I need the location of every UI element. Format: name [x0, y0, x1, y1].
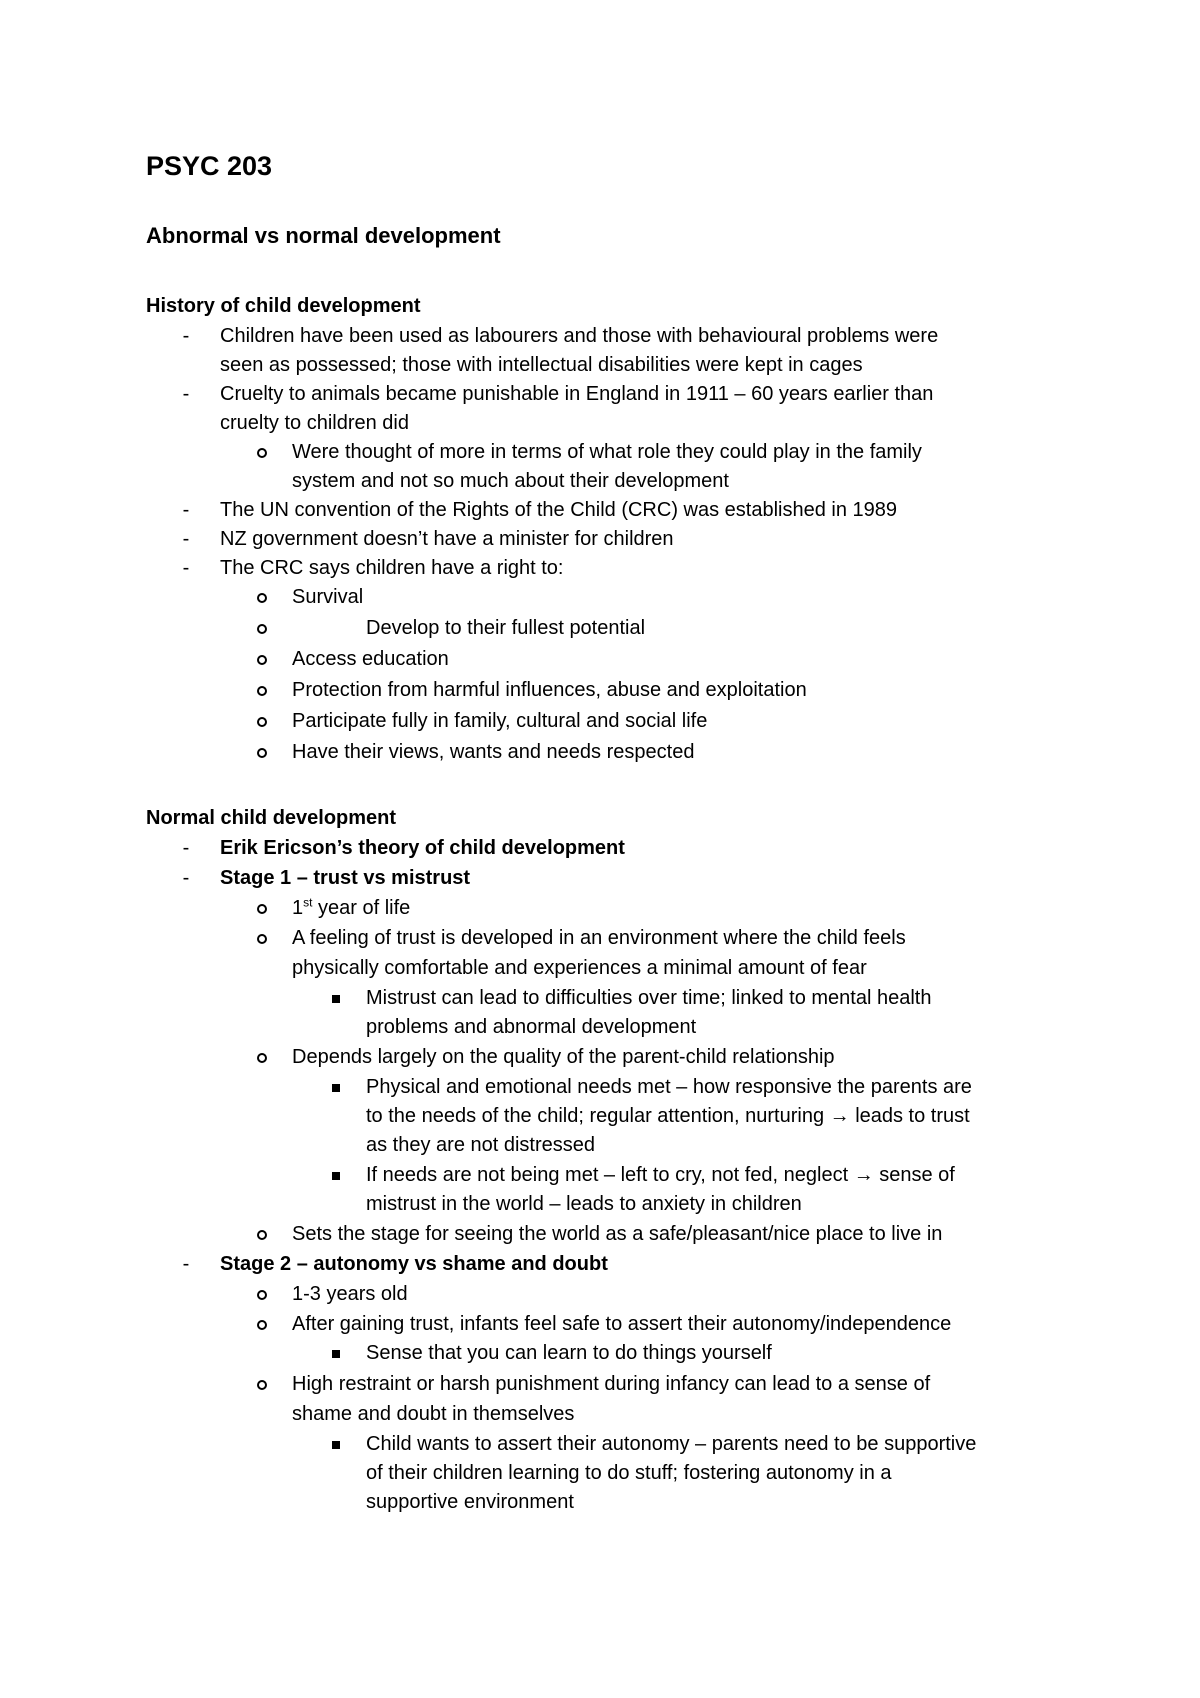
- right-item-views: Have their views, wants and needs respected: [292, 741, 695, 763]
- section-heading-history: History of child development: [146, 295, 421, 317]
- stage-1-mistrust-line-2: problems and abnormal development: [366, 1016, 697, 1038]
- stage-2-title: Stage 2 – autonomy vs shame and doubt: [220, 1253, 608, 1275]
- right-item-education: Access education: [292, 648, 449, 670]
- section-heading-normal: Normal child development: [146, 807, 397, 829]
- circle-bullet: [257, 686, 267, 696]
- stage-1-needs-not-met-line-1: If needs are not being met – left to cry, not fed, neglect → sense of: [366, 1164, 955, 1186]
- history-bullet-5: The CRC says children have a right to:: [220, 557, 564, 579]
- circle-bullet: [257, 1320, 267, 1330]
- stage-1-age: 1st year of life: [292, 895, 411, 919]
- dash-bullet: -: [182, 1253, 190, 1275]
- circle-bullet: [257, 934, 267, 944]
- dash-bullet: -: [182, 837, 190, 859]
- circle-bullet: [257, 1053, 267, 1063]
- stage-1-needs-not-met-line-2: mistrust in the world – leads to anxiety in children: [366, 1193, 802, 1215]
- stage-2-age: 1-3 years old: [292, 1283, 408, 1305]
- right-item-survival: Survival: [292, 586, 364, 608]
- circle-bullet: [257, 1380, 267, 1390]
- stage-1-title: Stage 1 – trust vs mistrust: [220, 867, 471, 889]
- stage-1-needs-met-line-2: to the needs of the child; regular attention, nurturing → leads to trust: [366, 1105, 970, 1127]
- square-bullet: [332, 995, 340, 1003]
- stage-1-needs-met-line-3: as they are not distressed: [366, 1134, 596, 1156]
- history-bullet-4: NZ government doesn’t have a minister for children: [220, 528, 674, 550]
- stage-1-sets-stage: Sets the stage for seeing the world as a safe/pleasant/nice place to live in: [292, 1223, 943, 1245]
- stage-2-child-wants-line-3: supportive environment: [366, 1491, 574, 1513]
- circle-bullet: [257, 1290, 267, 1300]
- course-title: PSYC 203: [146, 151, 273, 181]
- stage-2-restraint-line-2: shame and doubt in themselves: [292, 1403, 575, 1425]
- history-bullet-1-line-2: seen as possessed; those with intellectual disabilities were kept in cages: [220, 354, 863, 376]
- lecture-topic: Abnormal vs normal development: [146, 223, 501, 248]
- circle-bullet: [257, 717, 267, 727]
- stage-2-sense: Sense that you can learn to do things yourself: [366, 1342, 772, 1364]
- dash-bullet: -: [182, 557, 190, 579]
- history-bullet-2-line-1: Cruelty to animals became punishable in England in 1911 – 60 years earlier than: [220, 383, 934, 405]
- dash-bullet: -: [182, 867, 190, 889]
- square-bullet: [332, 1172, 340, 1180]
- history-sub-bullet-line-2: system and not so much about their development: [292, 470, 729, 492]
- square-bullet: [332, 1084, 340, 1092]
- stage-1-needs-met-line-1: Physical and emotional needs met – how responsive the parents are: [366, 1076, 972, 1098]
- stage-2-after-trust: After gaining trust, infants feel safe to assert their autonomy/independence: [292, 1313, 952, 1335]
- circle-bullet: [257, 748, 267, 758]
- circle-bullet: [257, 904, 267, 914]
- square-bullet: [332, 1441, 340, 1449]
- history-bullet-3: The UN convention of the Rights of the Child (CRC) was established in 1989: [220, 499, 898, 521]
- stage-1-mistrust-line-1: Mistrust can lead to difficulties over time; linked to mental health: [366, 987, 932, 1009]
- right-item-develop: Develop to their fullest potential: [366, 617, 646, 639]
- dash-bullet: -: [182, 499, 190, 521]
- square-bullet: [332, 1350, 340, 1358]
- circle-bullet: [257, 655, 267, 665]
- dash-bullet: -: [182, 383, 190, 405]
- stage-1-feel-line-1: A feeling of trust is developed in an environment where the child feels: [292, 927, 906, 949]
- ericson-theory: Erik Ericson’s theory of child development: [220, 837, 625, 859]
- stage-1-depends: Depends largely on the quality of the parent-child relationship: [292, 1046, 835, 1068]
- history-bullet-2-line-2: cruelty to children did: [220, 412, 409, 434]
- stage-2-restraint-line-1: High restraint or harsh punishment during infancy can lead to a sense of: [292, 1373, 931, 1395]
- stage-2-child-wants-line-2: of their children learning to do stuff; fostering autonomy in a: [366, 1462, 892, 1484]
- stage-2-child-wants-line-1: Child wants to assert their autonomy – parents need to be supportive: [366, 1433, 977, 1455]
- right-item-participate: Participate fully in family, cultural and social life: [292, 710, 708, 732]
- circle-bullet: [257, 624, 267, 634]
- circle-bullet: [257, 448, 267, 458]
- right-item-protection: Protection from harmful influences, abuse and exploitation: [292, 679, 807, 701]
- history-bullet-1-line-1: Children have been used as labourers and those with behavioural problems were: [220, 325, 939, 347]
- stage-1-feel-line-2: physically comfortable and experiences a minimal amount of fear: [292, 957, 867, 979]
- history-sub-bullet-line-1: Were thought of more in terms of what role they could play in the family: [292, 441, 922, 463]
- circle-bullet: [257, 593, 267, 603]
- circle-bullet: [257, 1230, 267, 1240]
- dash-bullet: -: [182, 528, 190, 550]
- dash-bullet: -: [182, 325, 190, 347]
